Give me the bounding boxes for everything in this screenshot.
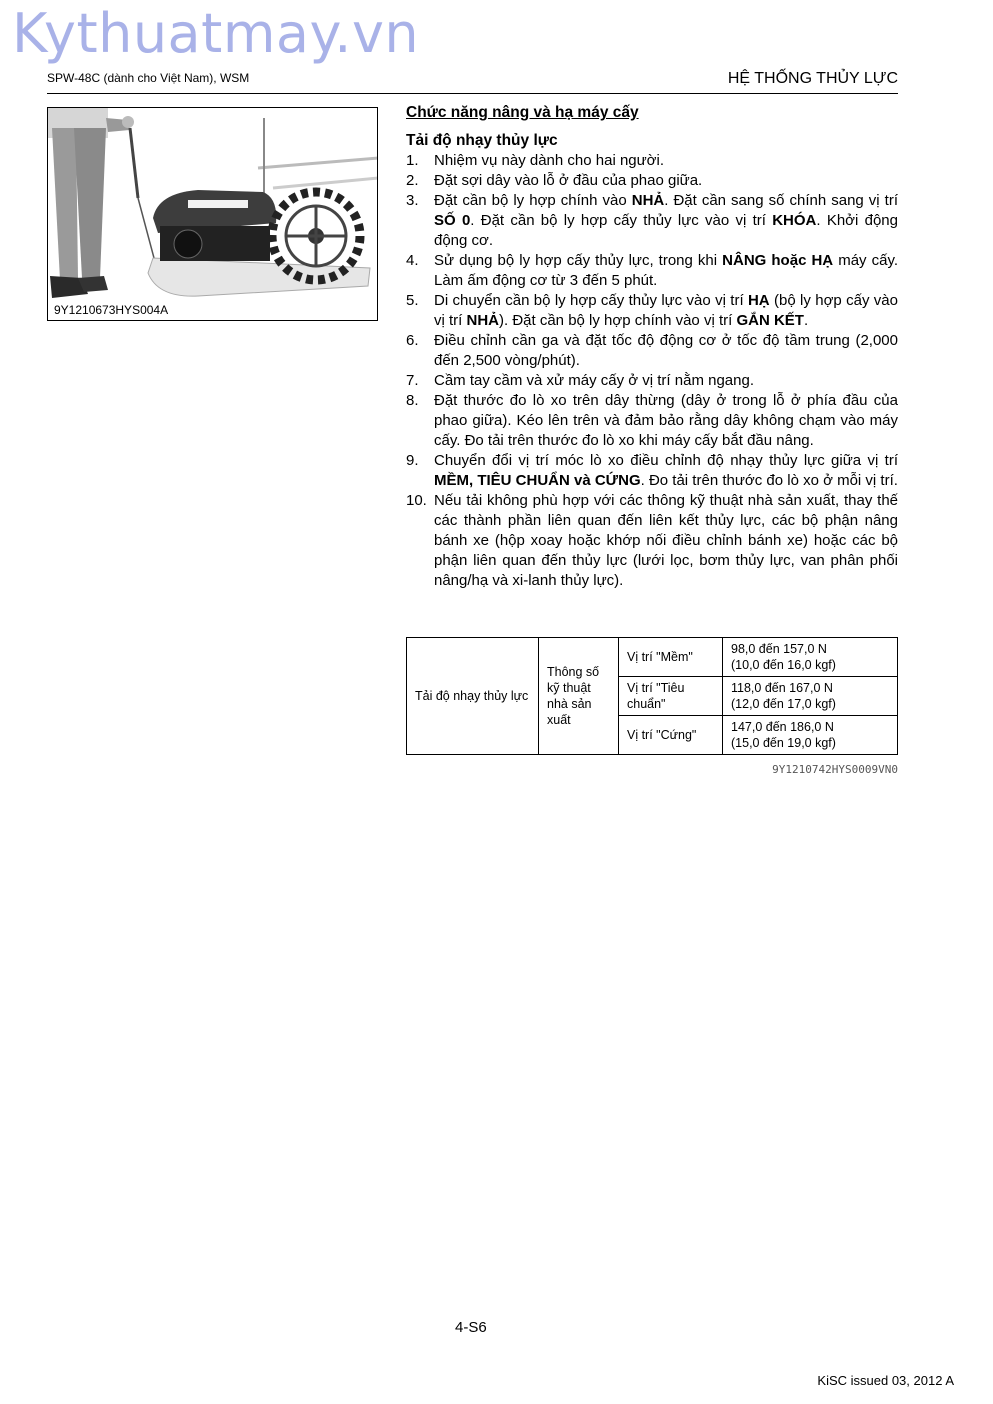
step-text: Đặt thước đo lò xo trên dây thừng (dây ở trong lỗ ở phía đầu của phao giữa). Kéo lên trên và đảm bảo rằng dây không chạm vào máy cấy. Đo tải trên thước đo lò xo khi máy cấy bắt đầu nâng.: [434, 392, 898, 449]
spec-label-cell: Thông số kỹ thuật nhà sản xuất: [539, 638, 619, 755]
step-text: Đặt sợi dây vào lỗ ở đầu của phao giữa.: [434, 172, 703, 189]
procedure-step: [406, 451, 898, 491]
step-number: 7.: [406, 372, 419, 389]
section-title: Chức năng nâng và hạ máy cấy: [406, 104, 639, 121]
spec-value-cell: 98,0 đến 157,0 N (10,0 đến 16,0 kgf): [723, 638, 898, 677]
procedure-step: [406, 391, 898, 451]
spec-reference-code: 9Y1210742HYS0009VN0: [772, 763, 898, 776]
procedure-step: [406, 331, 898, 371]
procedure-section: [406, 103, 898, 591]
footer-issue: KiSC issued 03, 2012 A: [817, 1373, 954, 1388]
procedure-step: [406, 171, 898, 191]
procedure-step: [406, 151, 898, 171]
procedure-steps: [406, 151, 898, 591]
header-doc-title: SPW-48C (dành cho Việt Nam), WSM: [47, 71, 250, 85]
transplanter-illustration: [48, 108, 378, 321]
step-text: Di chuyển cần bộ ly hợp cấy thủy lực vào vị trí HẠ (bộ ly hợp cấy vào vị trí NHẢ). Đặt cần bộ ly hợp chính vào vị trí GẮN KẾT.: [434, 292, 898, 329]
spec-item-cell: Tải độ nhạy thủy lực: [407, 638, 539, 755]
header-chapter-title: HỆ THỐNG THỦY LỰC: [727, 70, 898, 87]
step-number: 3.: [406, 192, 419, 209]
spec-row: [407, 638, 898, 677]
spec-value-cell: 147,0 đến 186,0 N (15,0 đến 19,0 kgf): [723, 716, 898, 755]
procedure-step: [406, 291, 898, 331]
step-text: Đặt cần bộ ly hợp chính vào NHẢ. Đặt cần sang số chính sang vị trí SỐ 0. Đặt cần bộ ly hợp cấy thủy lực vào vị trí KHÓA. Khởi động động cơ.: [434, 192, 898, 249]
watermark-logo: Kythuatmay.vn: [12, 2, 420, 65]
spec-table: [406, 637, 898, 755]
step-text: Chuyển đổi vị trí móc lò xo điều chỉnh độ nhạy thủy lực giữa vị trí MỀM, TIÊU CHUẨN và CỨNG. Đo tải trên thước đo lò xo ở mỗi vị trí.: [434, 452, 898, 489]
procedure-step: [406, 371, 898, 391]
step-text: Nhiệm vụ này dành cho hai người.: [434, 152, 665, 169]
step-text: Sử dụng bộ ly hợp cấy thủy lực, trong khi NÂNG hoặc HẠ máy cấy. Làm ấm động cơ từ 3 đến 5 phút.: [434, 252, 898, 289]
step-number: 2.: [406, 172, 419, 189]
step-text: Điều chỉnh cần ga và đặt tốc độ động cơ ở tốc độ tầm trung (2,000 đến 2,500 vòng/phút).: [434, 332, 898, 369]
step-text: Nếu tải không phù hợp với các thông kỹ thuật nhà sản xuất, thay thế các thành phần liên quan đến liên kết thủy lực, các bộ phận nâng bánh xe (hộp xoay hoặc khớp nối điều chỉnh bánh xe) hoặc các bộ phận liên quan đến thủy lực (lưới lọc, bơm thủy lực, van phân phối nâng/hạ và xi-lanh thủy lực).: [434, 492, 898, 589]
header-divider: [47, 93, 898, 94]
step-number: 1.: [406, 152, 419, 169]
figure-caption: 9Y1210673HYS004A: [54, 303, 169, 317]
step-number: 10.: [406, 492, 427, 509]
spec-value-cell: 118,0 đến 167,0 N (12,0 đến 17,0 kgf): [723, 677, 898, 716]
step-number: 4.: [406, 252, 419, 269]
step-number: 6.: [406, 332, 419, 349]
step-number: 5.: [406, 292, 419, 309]
spec-position-cell: Vị trí "Cứng": [619, 716, 723, 755]
step-number: 8.: [406, 392, 419, 409]
spec-position-cell: Vị trí "Mềm": [619, 638, 723, 677]
step-number: 9.: [406, 452, 419, 469]
spec-position-cell: Vị trí "Tiêu chuẩn": [619, 677, 723, 716]
procedure-step: [406, 491, 898, 591]
procedure-step: [406, 251, 898, 291]
page-number: 4-S6: [455, 1319, 487, 1336]
step-text: Cầm tay cầm và xử máy cấy ở vị trí nằm ngang.: [434, 372, 754, 389]
procedure-step: [406, 191, 898, 251]
machine-photo: [47, 107, 378, 321]
section-subtitle: Tải độ nhạy thủy lực: [406, 132, 558, 149]
